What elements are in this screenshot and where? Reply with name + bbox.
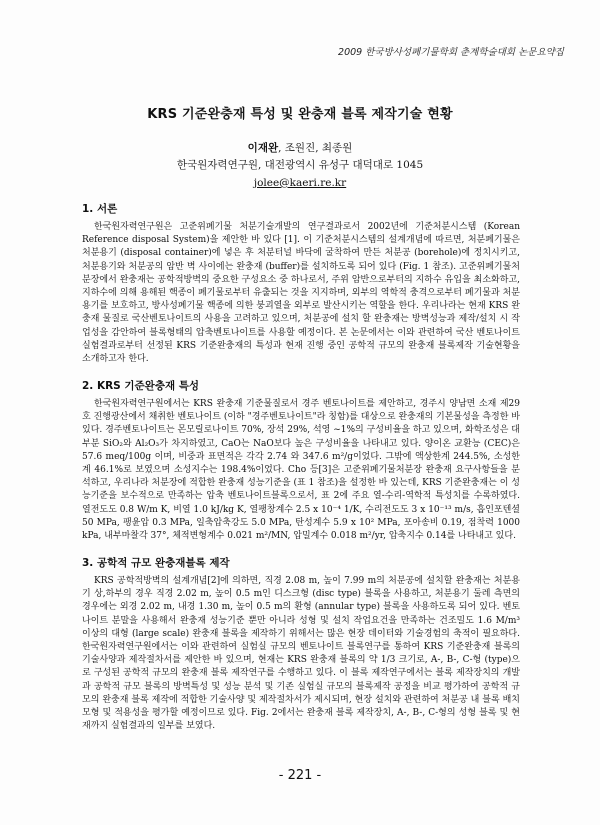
- section-paragraph: 한국원자력연구원에서는 KRS 완충재 기준물질로서 경주 벤토나이트를 제안하고, 경주시 양남면 소재 제29호 진행광산에서 채취한 벤토나이트 (이하 "경주벤토나이트"라 칭함)를 대상으로 완충재의 기본물성을 측정한 바 있다. 경주벤토나이트는 몬모릴로나이트 70%, 장석 29%, 석영 ~1%의 구성비율을 하고 있으며, 화학조성은 대부분 SiO₂와 Al₂O₃가 차지하였고, CaO는 NaO보다 높은 구성비율을 나타내고 있다. 양이온 교환능 (CEC)은 57.6 meq/100g 이며, 비중과 표면적은 각각 2.74 와 347.6 m²/g이었다. 그밖에 액상한계 244.5%, 소성한계 46.1%로 보였으며 소성지수는 198.4%이었다. Cho 등[3]은 고준위폐기물처분장 완충재 요구사항들을 분석하고, 우리나라 처분장에 적합한 완충재 성능기준을 (표 1 참조)을 설정한 바 있는데, KRS 기준완충재는 이 성능기준을 보수적으로 만족하는 압축 벤토나이트블록으로서, 표 2에 주요 열-수리-역학적 특성치를 수록하였다. 열전도도 0.8 W/m K, 비열 1.0 kJ/kg K, 열팽창계수 2.5 x 10⁻⁴ 1/K, 수리전도도 3 x 10⁻¹³ m/s, 흡인포텐셜 50 MPa, 팽윤압 0.3 MPa, 일축압축강도 5.0 MPa, 탄성계수 5.9 x 10² MPa, 포아송비 0.19, 점착력 1000 kPa, 내부마찰각 37°, 체적변형계수 0.021 m²/MN, 압밀계수 0.018 m²/yr, 압축지수 0.14를 나타내고 있다.: [82, 399, 521, 542]
- paper-title: KRS 기준완충재 특성 및 완충재 블록 제작기술 현황: [147, 107, 453, 122]
- co-authors: , 조원진, 최종원: [278, 142, 353, 154]
- section-paragraph: 한국원자력연구원은 고준위폐기물 처분기술개발의 연구결과로서 2002년에 기준처분시스템 (Korean Reference disposal System)을 제안한 바 있다 [1]. 이 기준처분시스템의 설계개념에 따르면, 처분폐기물은 처분용기 (disposal container)에 넣은 후 처분터널 바닥에 굴착하여 만든 처분공 (borehole)에 정치시키고, 처분용기와 처분공의 암반 벽 사이에는 완충재 (buffer)를 설치하도록 되어 있다 (Fig. 1 참조). 고준위폐기물처분장에서 완충재는 공학적방벽의 중요한 구성요소 중 하나로서, 주위 암반으로부터의 지하수 유입을 최소화하고, 지하수에 의해 용해된 핵종이 폐기물로부터 유출되는 것을 지지하며, 외부의 역학적 충격으로부터 폐기물과 처분용기를 보호하고, 방사성폐기물 핵종에 의한 붕괴열을 외부로 발산시키는 역할을 한다. 우리나라는 현재 KRS 완충재 물질로 국산벤토나이트의 사용을 고려하고 있으며, 처분공에 설치 할 완충재는 방벽성능과 제작/설치 시 작업성을 감안하여 블록형태의 압축벤토나이트를 사용할 예정이다. 본 논문에서는 이와 관련하여 국산 벤토나이트 실험결과로부터 선정된 KRS 기준완충재의 특성과 현재 진행 중인 공학적 규모의 완충재 블록제작 기술현황을 소개하고자 한다.: [82, 222, 520, 365]
- affiliation: 한국원자력연구원, 대전광역시 유성구 대덕대로 1045: [176, 159, 424, 171]
- section-buffer-properties: [82, 378, 520, 543]
- email-line: [0, 177, 600, 189]
- section-introduction: [82, 201, 520, 366]
- running-head: 2009 한국방사성폐기물학회 춘계학술대회 논문요약집: [338, 47, 564, 58]
- section-heading: 2. KRS 기준완충재 특성: [82, 380, 200, 392]
- section-heading: 3. 공학적 규모 완충재블록 제작: [82, 557, 230, 569]
- author-line: [0, 140, 600, 155]
- section-paragraph: KRS 공학적방벽의 설계개념[2]에 의하면, 직경 2.08 m, 높이 7.99 m의 처분공에 설치할 완충재는 처분용기 상,하부의 경우 직경 2.02 m, 높이 0.5 m인 디스크형 (disc type) 블록을 사용하고, 처분용기 둘레 측면의 경우에는 외경 2.02 m, 내경 1.30 m, 높이 0.5 m의 환형 (annular type) 블록을 사용하도록 되어 있다. 벤토나이트 분말을 사용해서 완충재 성능기준 뿐만 아니라 성형 및 설치 작업요건을 만족하는 건조밀도 1.6 M/m³ 이상의 대형 (large scale) 완충재 블록을 제작하기 위해서는 많은 현장 데이터와 기술경험의 축적이 필요하다. 한국원자력연구원에서는 이와 관련하여 실험실 규모의 벤토나이트 블록연구를 통하여 KRS 기준완충재 블록의 기술사양과 제작절차서를 제안한 바 있으며, 현재는 KRS 완충재 블록의 약 1/3 크기로, A-, B-, C-형 (type)으로 구성된 공학적 규모의 완충재 블록 제작연구를 수행하고 있다. 이 블록 제작연구에서는 블록 제작장치의 개발과 공학적 규모 블록의 방벽특성 및 성능 분석 및 기존 실험실 규모의 블록제작 공정을 비교 평가하여 공학적 규모의 완충재 블록 제작에 적합한 기술사양 및 제작절차서가 제시되며, 현장 설치와 관련하여 처분공 내 블록 배치모형 및 적용성을 평가할 예정이므로 있다. Fig. 2에서는 완충재 블록 제작장치, A-, B-, C-형의 성형 블록 및 현재까지 실험결과의 일부를 보였다.: [82, 576, 520, 732]
- section-block-fabrication: [82, 555, 520, 733]
- presenting-author: 이재완: [247, 142, 279, 154]
- email-link[interactable]: jolee@kaeri.re.kr: [253, 177, 347, 189]
- section-heading: 1. 서론: [82, 203, 118, 215]
- page-number: - 221 -: [278, 768, 322, 783]
